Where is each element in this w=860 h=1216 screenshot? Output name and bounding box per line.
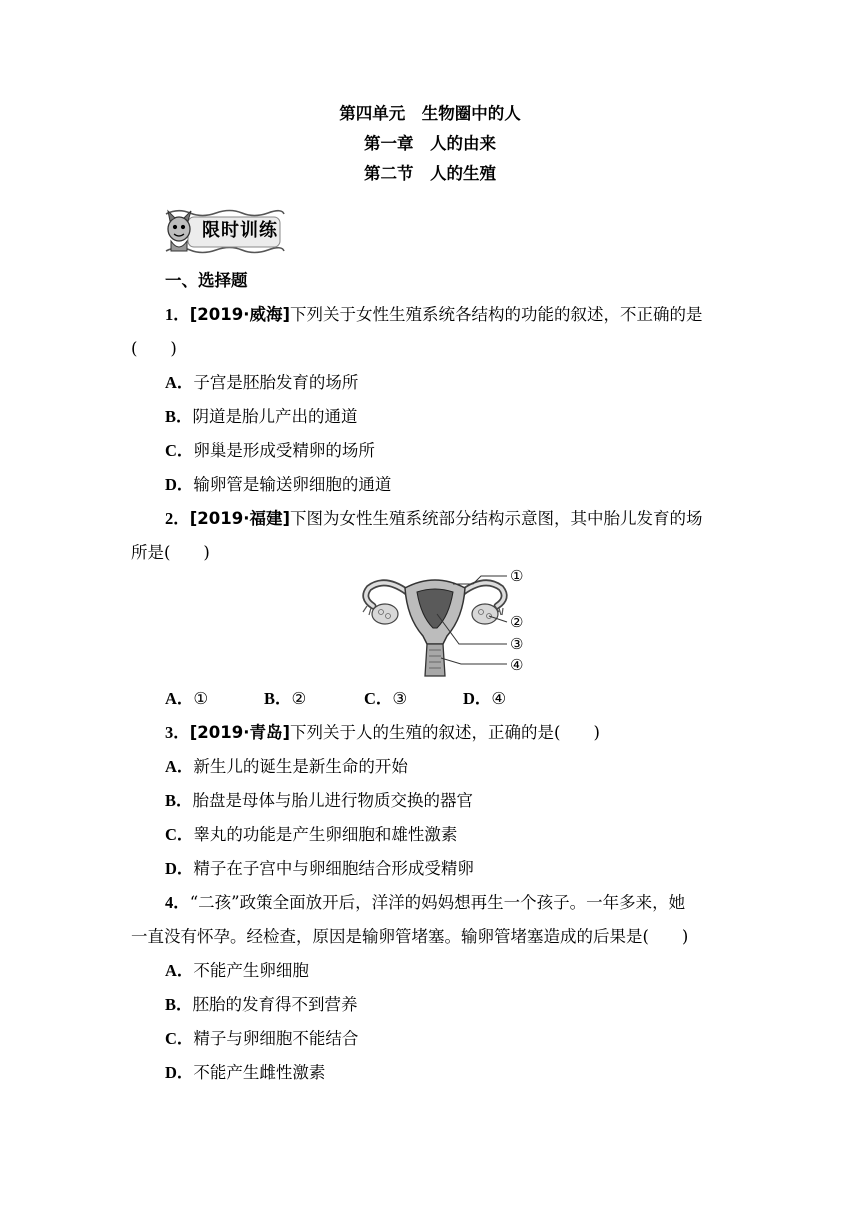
- option-text: 子宫是胚胎发育的场所: [193, 373, 359, 392]
- question-1-option-d: [165, 474, 391, 496]
- option-letter: A．: [165, 373, 194, 392]
- option-text: 输卵管是输送卵细胞的通道: [193, 475, 392, 494]
- option-text: 不能产生雌性激素: [193, 1063, 326, 1082]
- question-2-option-a: [165, 688, 208, 710]
- question-4-line-2: 一直没有怀孕。经检查，原因是输卵管堵塞。输卵管堵塞造成的后果是( ): [131, 927, 689, 946]
- option-text: 精子在子宫中与卵细胞结合形成受精卵: [193, 859, 474, 878]
- question-2-option-d: [463, 688, 506, 710]
- question-3-line-1: [165, 722, 600, 744]
- section-title: 第二节 人的生殖: [364, 164, 496, 183]
- option-text: ④: [491, 689, 507, 708]
- question-1-option-b: [165, 406, 358, 428]
- figure-label-4: ④: [510, 656, 524, 674]
- option-text: 胚胎的发育得不到营养: [192, 995, 358, 1014]
- question-1-line-1: [165, 304, 703, 326]
- question-source: [2019·福建]: [189, 509, 291, 528]
- question-4-option-d: [165, 1062, 325, 1084]
- title-block: [0, 104, 860, 194]
- option-letter: C．: [165, 825, 194, 844]
- figure-label-1: ①: [510, 567, 524, 585]
- question-2-option-c: [364, 688, 407, 710]
- question-stem: “二孩”政策全面放开后，洋洋的妈妈想再生一个孩子。一年多来，她: [189, 893, 686, 912]
- question-1-option-c: [165, 440, 375, 462]
- question-number: 3．: [165, 723, 190, 742]
- option-letter: A．: [165, 757, 194, 776]
- question-3-option-c: [165, 824, 457, 846]
- question-1-line-2: ( ): [131, 339, 177, 358]
- question-stem: 下列关于人的生殖的叙述，正确的是( ): [290, 723, 600, 742]
- question-number: 1．: [165, 305, 190, 324]
- question-stem: 下列关于女性生殖系统各结构的功能的叙述，不正确的是: [290, 305, 703, 324]
- badge-text: 限时训练: [202, 220, 278, 241]
- uterus-diagram-icon: [355, 566, 535, 678]
- question-3-option-d: [165, 858, 474, 880]
- option-text: 新生儿的诞生是新生命的开始: [193, 757, 408, 776]
- option-letter: D．: [165, 475, 194, 494]
- option-text: ①: [193, 689, 209, 708]
- question-2-option-b: [264, 688, 306, 710]
- chapter-title: 第一章 人的由来: [364, 134, 496, 153]
- option-letter: B．: [165, 791, 193, 810]
- option-letter: B．: [165, 407, 193, 426]
- option-text: 精子与卵细胞不能结合: [193, 1029, 359, 1048]
- question-2-line-2: 所是( ): [131, 543, 210, 562]
- option-letter: A．: [165, 961, 194, 980]
- question-1-option-a: [165, 372, 358, 394]
- question-4-option-a: [165, 960, 309, 982]
- option-letter: C．: [165, 441, 194, 460]
- option-text: 胎盘是母体与胎儿进行物质交换的器官: [192, 791, 474, 810]
- option-letter: D．: [165, 1063, 194, 1082]
- option-text: 睾丸的功能是产生卵细胞和雄性激素: [193, 825, 458, 844]
- question-stem: 下图为女性生殖系统部分结构示意图，其中胎儿发育的场: [290, 509, 703, 528]
- question-source: [2019·威海]: [189, 305, 291, 324]
- figure-label-2: ②: [510, 613, 524, 631]
- option-text: 阴道是胎儿产出的通道: [192, 407, 358, 426]
- option-letter: B．: [264, 689, 292, 708]
- option-letter: D．: [463, 689, 492, 708]
- option-letter: C．: [364, 689, 393, 708]
- option-letter: D．: [165, 859, 194, 878]
- question-4-option-c: [165, 1028, 358, 1050]
- option-letter: B．: [165, 995, 193, 1014]
- unit-title: 第四单元 生物圈中的人: [339, 104, 521, 123]
- question-3-option-a: [165, 756, 408, 778]
- figure-label-3: ③: [510, 635, 524, 653]
- option-letter: A．: [165, 689, 194, 708]
- option-text: ②: [291, 689, 307, 708]
- option-letter: C．: [165, 1029, 194, 1048]
- question-2-line-1: [165, 508, 703, 530]
- question-source: [2019·青岛]: [189, 723, 291, 742]
- option-text: 不能产生卵细胞: [193, 961, 309, 980]
- question-3-option-b: [165, 790, 473, 812]
- question-number: 4．: [165, 893, 190, 912]
- option-text: ③: [392, 689, 408, 708]
- option-text: 卵巢是形成受精卵的场所: [193, 441, 375, 460]
- question-4-option-b: [165, 994, 358, 1016]
- section-heading: 一、选择题: [165, 271, 248, 290]
- question-number: 2．: [165, 509, 190, 528]
- question-4-line-1: [165, 892, 685, 914]
- female-reproductive-system-diagram: [355, 566, 535, 678]
- timed-practice-badge: [160, 205, 285, 255]
